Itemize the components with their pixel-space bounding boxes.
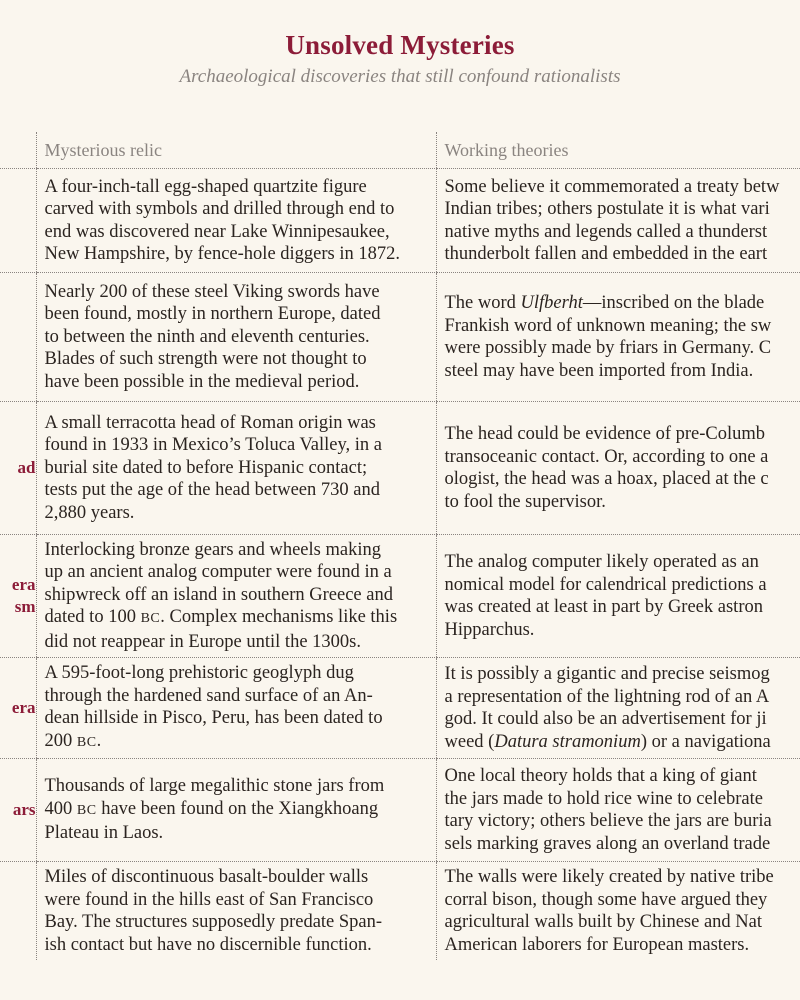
relic-line: tests put the age of the head between 730 and xyxy=(44,480,380,501)
table-row xyxy=(0,862,800,961)
table-row xyxy=(0,759,800,862)
relic-line: Plateau in Laos. xyxy=(44,823,164,844)
relic-line: have been possible in the medieval period. xyxy=(44,371,360,392)
theory-italic-term: Datura stramonium xyxy=(494,731,641,752)
table-header-row xyxy=(0,132,800,169)
row-name-cell xyxy=(0,759,36,862)
theory-line xyxy=(445,731,800,754)
theory-line: a representation of the lightning rod of an A xyxy=(444,686,770,707)
page-subtitle: Archaeological discoveries that still confound rationalists xyxy=(179,66,621,87)
table-row xyxy=(0,402,800,535)
theory-cell xyxy=(436,862,800,961)
header-relic: Mysterious relic xyxy=(36,132,436,169)
relic-line: New Hampshire, by fence-hole diggers in 1872. xyxy=(44,244,401,264)
table-row xyxy=(0,658,800,759)
theory-line: Some believe it commemorated a treaty betw xyxy=(444,176,780,197)
relic-line: burial site dated to before Hispanic contact; xyxy=(44,457,368,478)
theory-line: corral bison, though some have argued they xyxy=(444,889,768,910)
mysteries-table xyxy=(0,132,800,960)
row-name-label: era xyxy=(11,575,36,594)
relic-line: to between the ninth and eleventh centuries. xyxy=(44,326,370,347)
relic-line: 200 BC. xyxy=(44,730,102,751)
table-row xyxy=(0,273,800,402)
relic-line: carved with symbols and drilled through end to xyxy=(44,199,395,219)
theory-line: the jars made to hold rice wine to celebrate xyxy=(444,788,763,809)
theory-line: Hipparchus. xyxy=(444,619,535,640)
theory-line: god. It could also be an advertisement for ji xyxy=(444,709,767,729)
page-header xyxy=(0,28,800,90)
relic-cell xyxy=(36,402,436,535)
page-title: Unsolved Mysteries xyxy=(285,30,515,60)
relic-line: A small terracotta head of Roman origin was xyxy=(44,412,376,433)
theory-line: tary victory; others believe the jars are buria xyxy=(444,811,772,831)
relic-line: through the hardened sand surface of an An- xyxy=(44,685,373,706)
relic-line: 400 BC have been found on the Xiangkhoang xyxy=(44,798,379,819)
row-name-label: ars xyxy=(12,800,36,819)
theory-cell xyxy=(436,402,800,535)
theory-line: sels marking graves along an overland trade xyxy=(444,833,771,854)
relic-line: shipwreck off an island in southern Greece and xyxy=(44,584,393,605)
theory-cell xyxy=(436,759,800,862)
theory-line xyxy=(445,292,800,315)
relic-line: ish contact but have no discernible function. xyxy=(44,934,372,955)
relic-line: Bay. The structures supposedly predate Span- xyxy=(44,912,383,932)
theory-cell xyxy=(436,169,800,273)
theory-cell xyxy=(436,535,800,658)
relic-line: Thousands of large megalithic stone jars from xyxy=(44,776,385,797)
era-abbreviation: BC xyxy=(76,802,97,818)
era-abbreviation: BC xyxy=(76,734,97,750)
theory-line: was created at least in part by Greek astron xyxy=(444,597,763,617)
header-theories: Working theories xyxy=(436,132,800,169)
theory-line: American laborers for European masters. xyxy=(444,934,750,955)
table-row xyxy=(0,169,800,273)
row-name-cell xyxy=(0,169,36,273)
table-row xyxy=(0,535,800,658)
relic-cell xyxy=(36,273,436,402)
header-name-cell xyxy=(0,132,36,169)
theory-text: The word xyxy=(444,293,521,313)
theory-cell xyxy=(436,273,800,402)
theory-line: The analog computer likely operated as an xyxy=(444,552,759,572)
theory-line: One local theory holds that a king of giant xyxy=(444,766,757,786)
theory-line: The walls were likely created by native tribe xyxy=(444,867,774,887)
relic-line: end was discovered near Lake Winnipesaukee, xyxy=(44,221,390,242)
theory-line: agricultural walls built by Chinese and Nat xyxy=(444,912,763,932)
relic-line: did not reappear in Europe until the 1300s. xyxy=(44,631,361,652)
relic-line: A four-inch-tall egg-shaped quartzite figure xyxy=(44,176,367,197)
relic-cell xyxy=(36,862,436,961)
relic-cell xyxy=(36,759,436,862)
theory-line: ologist, the head was a hoax, placed at the c xyxy=(444,469,769,489)
relic-line: up an ancient analog computer were found in a xyxy=(44,562,392,583)
relic-line: dated to 100 BC. Complex mechanisms like this xyxy=(44,607,398,628)
row-name-cell xyxy=(0,862,36,961)
theory-line: Indian tribes; others postulate it is what vari xyxy=(444,199,770,219)
relic-cell xyxy=(36,658,436,759)
relic-line: A 595-foot-long prehistoric geoglyph dug xyxy=(44,663,354,683)
row-name-cell xyxy=(0,535,36,658)
relic-line: Miles of discontinuous basalt-boulder walls xyxy=(44,867,369,887)
mysteries-table-container xyxy=(0,132,800,960)
row-name-cell xyxy=(0,273,36,402)
theory-line: The head could be evidence of pre-Columb xyxy=(444,424,766,444)
row-name-label: ad xyxy=(17,458,36,477)
theory-text: —inscribed on the blade xyxy=(582,293,765,313)
theory-line: to fool the supervisor. xyxy=(444,491,606,512)
theory-line: were possibly made by friars in Germany. C xyxy=(444,338,772,358)
theory-line: steel may have been imported from India. xyxy=(444,360,754,381)
relic-line: Blades of such strength were not thought to xyxy=(44,349,367,370)
row-name-cell xyxy=(0,402,36,535)
row-name-label: sm xyxy=(14,597,36,616)
theory-italic-term: Ulfberht xyxy=(520,293,583,313)
relic-line: Interlocking bronze gears and wheels making xyxy=(44,539,381,560)
theory-text: weed ( xyxy=(444,731,495,752)
theory-line: transoceanic contact. Or, according to one a xyxy=(444,446,769,467)
relic-line: found in 1933 in Mexico’s Toluca Valley, in a xyxy=(44,435,382,456)
theory-line: It is possibly a gigantic and precise seismog xyxy=(444,664,770,684)
row-name-cell xyxy=(0,658,36,759)
relic-line: 2,880 years. xyxy=(44,502,135,523)
relic-line: Nearly 200 of these steel Viking swords have xyxy=(44,281,380,302)
theory-cell xyxy=(436,658,800,759)
theory-line: native myths and legends called a thunderst xyxy=(444,221,768,242)
relic-cell xyxy=(36,169,436,273)
relic-line: dean hillside in Pisco, Peru, has been dated to xyxy=(44,708,383,728)
theory-line: Frankish word of unknown meaning; the sw xyxy=(444,315,772,336)
theory-line: nomical model for calendrical predictions a xyxy=(444,574,767,595)
era-abbreviation: BC xyxy=(140,611,161,627)
relic-cell xyxy=(36,535,436,658)
relic-line: been found, mostly in northern Europe, dated xyxy=(44,304,381,325)
row-name-label: era xyxy=(11,698,36,717)
theory-text: ) or a navigationa xyxy=(640,731,771,752)
theory-line: thunderbolt fallen and embedded in the eart xyxy=(444,244,768,264)
relic-line: were found in the hills east of San Francisco xyxy=(44,889,374,910)
